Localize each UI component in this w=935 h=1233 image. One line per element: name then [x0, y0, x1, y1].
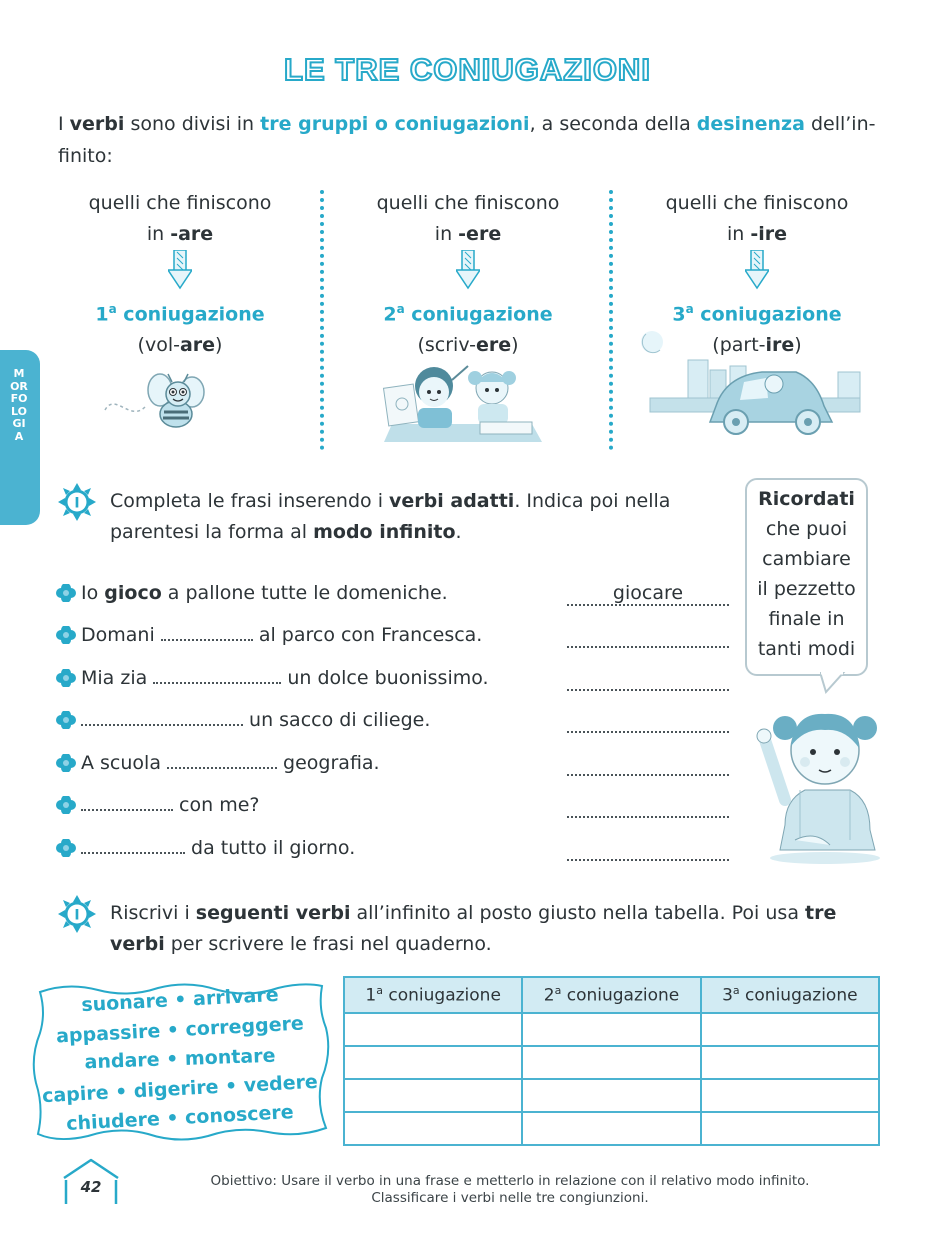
tip-line: tanti modi — [757, 638, 856, 660]
instr-bold: verbi adatti — [389, 490, 515, 512]
tip-line: finale in — [768, 608, 845, 630]
table-cell[interactable] — [522, 1046, 700, 1079]
verb-blank-field[interactable] — [81, 791, 173, 811]
sentence-pre: A scuola — [81, 752, 168, 774]
verb-list-line: appassire • correggere — [55, 1012, 305, 1047]
table-header-2 — [522, 977, 700, 1013]
conj-sup: a — [396, 302, 405, 316]
verb-blank-field[interactable] — [81, 706, 243, 726]
ex-end: are — [179, 334, 216, 357]
ending-text: -ire — [750, 223, 788, 245]
verb-list — [40, 983, 320, 1135]
conjugation-column-2 — [343, 188, 593, 361]
instr-bold: seguenti verbi — [195, 902, 351, 924]
table-header-1 — [344, 977, 522, 1013]
table-header-row — [344, 977, 879, 1013]
sentence-pre: Mia zia — [81, 667, 154, 689]
section-tab — [0, 350, 40, 525]
infinitive-answer-field[interactable] — [567, 790, 729, 818]
sentence-row-3 — [55, 663, 735, 693]
conj-sup: a — [108, 302, 117, 316]
ex-pre: (part- — [712, 334, 766, 357]
verb-blank-field[interactable] — [153, 664, 281, 684]
sentence-text — [81, 833, 355, 863]
intro-text-1: I — [58, 113, 70, 135]
column-divider — [609, 190, 613, 450]
ending-prefix: in — [726, 223, 751, 245]
conjugation-table — [343, 976, 880, 1146]
table-cell[interactable] — [344, 1079, 522, 1112]
header-sup: a — [376, 984, 383, 998]
column-divider — [320, 190, 324, 450]
infinitive-answer-field[interactable] — [567, 663, 729, 691]
flower-bullet-icon — [55, 754, 77, 772]
objective-line: Obiettivo: Usare il verbo in una frase e metterlo in relazione con il relativo modo infinito. — [210, 1173, 810, 1189]
table-cell[interactable] — [344, 1112, 522, 1145]
instr-text: Riscrivi i — [110, 902, 196, 924]
conj-sup: a — [685, 302, 694, 316]
sentence-text — [81, 748, 380, 778]
exercise-2-instructions — [110, 898, 890, 960]
ex-post: ) — [511, 334, 519, 357]
tip-line: che puoi — [765, 518, 848, 540]
table-cell[interactable] — [701, 1079, 879, 1112]
verb-list-line: chiudere • conoscere — [65, 1101, 295, 1135]
conjugation-example — [343, 330, 593, 361]
flower-bullet-icon — [55, 711, 77, 729]
conj-number: 2 — [383, 303, 397, 326]
sentence-row-5 — [55, 748, 735, 778]
ex-pre: (vol- — [137, 334, 180, 357]
tip-bubble — [745, 478, 868, 676]
header-label: coniugazione — [382, 985, 501, 1006]
flower-bullet-icon — [55, 669, 77, 687]
table-row — [344, 1112, 879, 1145]
header-num: 2 — [543, 985, 555, 1006]
column-line: quelli che finiscono — [376, 192, 560, 214]
instr-text: all’infinito al posto giusto nella tabella. Poi usa — [350, 902, 805, 924]
ex-post: ) — [215, 334, 223, 357]
car-city-illustration — [640, 322, 870, 444]
conjugation-label — [343, 294, 593, 330]
exercise-icon — [58, 483, 96, 521]
sentence-row-1 — [55, 578, 735, 608]
flower-bullet-icon — [55, 626, 77, 644]
sentence-text — [81, 705, 430, 735]
girl-illustration — [755, 690, 890, 865]
table-cell[interactable] — [522, 1013, 700, 1046]
column-ending — [632, 219, 882, 250]
sentence-post: geografia. — [277, 752, 380, 774]
infinitive-answer-field[interactable] — [567, 833, 729, 861]
table-cell[interactable] — [344, 1046, 522, 1079]
column-ending — [343, 219, 593, 250]
objective-footer — [160, 1173, 860, 1207]
infinitive-answer-field[interactable]: giocare — [567, 578, 729, 606]
flower-bullet-icon — [55, 796, 77, 814]
instr-text: Completa le frasi inserendo i — [110, 490, 390, 512]
instr-bold: modo infinito — [313, 521, 456, 543]
page-number-badge — [60, 1158, 122, 1208]
header-num: 1 — [365, 985, 377, 1006]
sentence-verb: gioco — [104, 582, 162, 604]
sentence-post: al parco con Francesca. — [252, 624, 483, 646]
conjugation-example — [55, 330, 305, 361]
conj-text: coniugazione — [693, 303, 842, 326]
sentence-post: un dolce buonissimo. — [281, 667, 489, 689]
intro-text-3: , a seconda della — [529, 113, 697, 135]
sentence-pre: Domani — [81, 624, 161, 646]
verb-list-line: capire • digerire • vedere — [41, 1070, 319, 1107]
objective-line: Classificare i verbi nelle tre congiunzioni. — [371, 1190, 649, 1206]
kids-writing-illustration — [382, 360, 547, 444]
ex-pre: (scriv- — [417, 334, 476, 357]
tip-title: Ricordati — [758, 488, 855, 510]
table-row — [344, 1046, 879, 1079]
infinitive-answer-field[interactable] — [567, 748, 729, 776]
sentence-text — [81, 578, 448, 608]
intro-keyword-groups: tre gruppi o coniugazioni — [260, 113, 530, 135]
ex-post: ) — [794, 334, 802, 357]
sentence-post: a pallone tutte le domeniche. — [161, 582, 448, 604]
sentence-text — [81, 620, 482, 650]
ex-end: ere — [475, 334, 512, 357]
ending-prefix: in — [434, 223, 459, 245]
instr-text: . Indica poi nella parentesi la forma al — [110, 490, 671, 543]
sentence-post: da tutto il giorno. — [185, 837, 356, 859]
instr-bold: tre verbi — [110, 902, 837, 955]
conjugation-label — [55, 294, 305, 330]
ending-text: -are — [170, 223, 214, 245]
table-header-3 — [701, 977, 879, 1013]
table-row — [344, 1013, 879, 1046]
page-title: LE TRE CONIUGAZIONI — [284, 52, 651, 87]
intro-paragraph — [58, 108, 888, 172]
header-num: 3 — [722, 985, 733, 1006]
header-sup: a — [554, 984, 562, 998]
conj-number: 1 — [95, 303, 109, 326]
table-cell[interactable] — [522, 1079, 700, 1112]
tip-line: cambiare — [762, 548, 851, 570]
table-cell[interactable] — [701, 1013, 879, 1046]
table-cell[interactable] — [344, 1013, 522, 1046]
ending-text: -ere — [458, 223, 502, 245]
sentence-row-4 — [55, 705, 735, 735]
table-cell[interactable] — [522, 1112, 700, 1145]
verb-blank-field[interactable] — [161, 621, 253, 641]
flower-bullet-icon — [55, 584, 77, 602]
page-number: 42 — [80, 1178, 102, 1196]
svg-text:I: I — [74, 495, 80, 512]
conj-number: 3 — [672, 303, 686, 326]
tip-line: il pezzetto — [757, 578, 856, 600]
intro-keyword-desinenza: desinenza — [696, 113, 805, 135]
sentence-row-2 — [55, 620, 735, 650]
sentence-post: un sacco di ciliege. — [243, 709, 431, 731]
verb-list-line: suonare • arrivare — [80, 983, 280, 1017]
sentence-row-6 — [55, 790, 735, 820]
verb-blank-field[interactable] — [167, 749, 277, 769]
sentence-text — [81, 790, 259, 820]
bee-illustration — [100, 372, 210, 432]
table-cell[interactable] — [701, 1112, 879, 1145]
intro-keyword-verbi: verbi — [69, 113, 125, 135]
down-arrow-icon — [456, 250, 480, 290]
sentence-text — [81, 663, 489, 693]
table-row — [344, 1079, 879, 1112]
ex-end: ire — [765, 334, 795, 357]
exercise-1-instructions — [110, 486, 730, 548]
header-sup: a — [732, 984, 740, 998]
verb-list-line: andare • montare — [84, 1044, 276, 1074]
flower-bullet-icon — [55, 839, 77, 857]
down-arrow-icon — [168, 250, 192, 290]
intro-text-4: dell’in-finito: — [58, 113, 876, 167]
infinitive-answer-field[interactable] — [567, 620, 729, 648]
intro-text-2: sono divisi in — [124, 113, 261, 135]
instr-text: per scrivere le frasi nel quaderno. — [164, 933, 492, 955]
header-label: coniugazione — [561, 985, 680, 1006]
table-cell[interactable] — [701, 1046, 879, 1079]
header-label: coniugazione — [739, 985, 858, 1006]
sentence-post: con me? — [173, 794, 260, 816]
down-arrow-icon — [745, 250, 769, 290]
conjugation-column-1 — [55, 188, 305, 361]
instr-text: . — [455, 521, 462, 543]
infinitive-answer-field[interactable] — [567, 705, 729, 733]
column-line: quelli che finiscono — [88, 192, 272, 214]
verb-blank-field[interactable] — [81, 834, 185, 854]
svg-text:I: I — [74, 907, 80, 924]
exercise-icon — [58, 895, 96, 933]
conj-text: coniugazione — [404, 303, 553, 326]
conj-text: coniugazione — [116, 303, 265, 326]
section-tab-label: MORFOLOGIA — [10, 367, 28, 443]
ending-prefix: in — [146, 223, 171, 245]
sentence-pre: Io — [81, 582, 105, 604]
column-line: quelli che finiscono — [665, 192, 849, 214]
sentence-row-7 — [55, 833, 735, 863]
column-ending — [55, 219, 305, 250]
